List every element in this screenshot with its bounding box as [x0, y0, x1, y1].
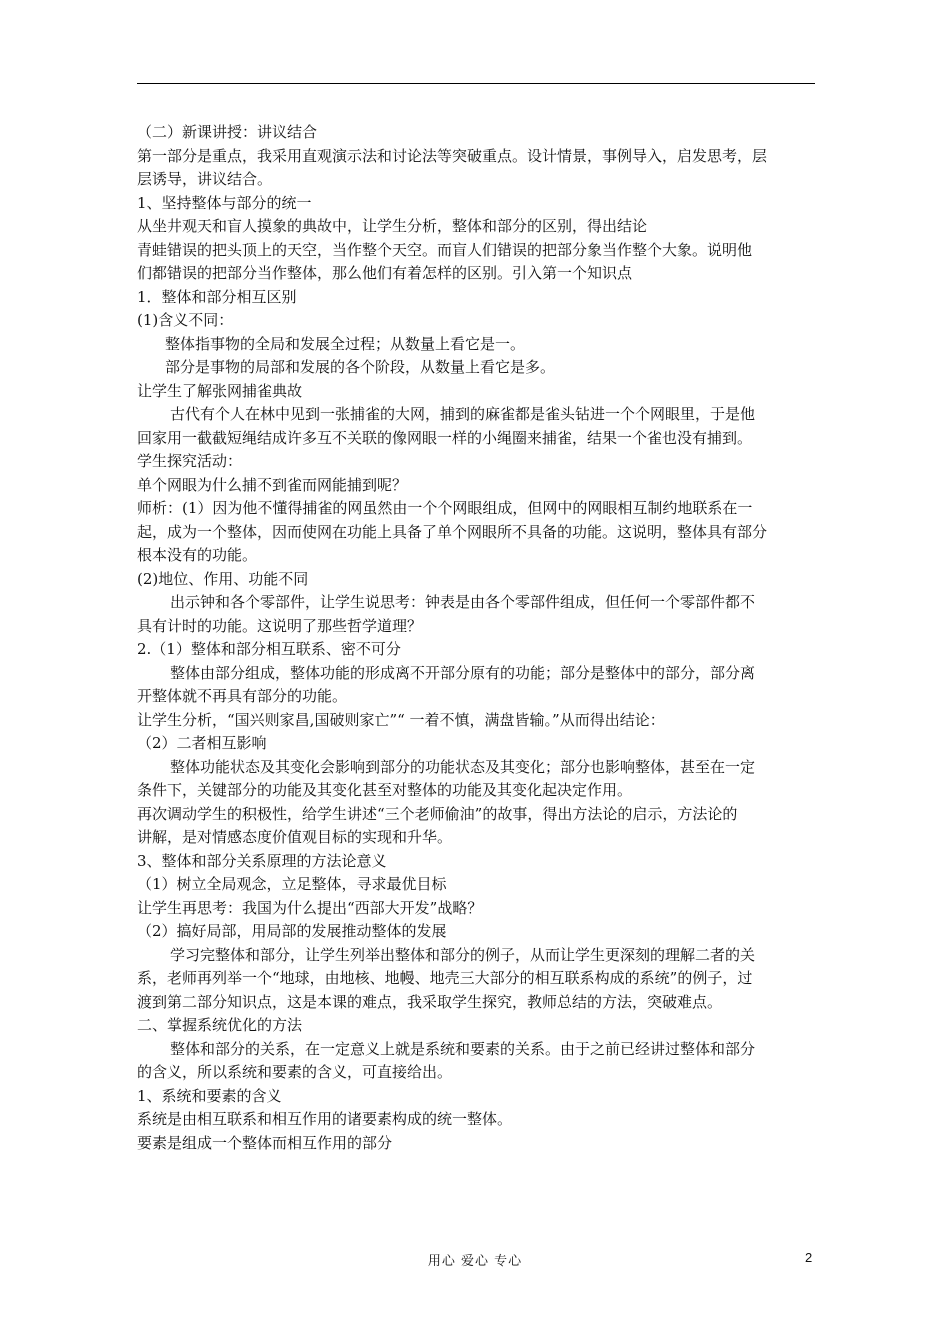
text-line: 开整体就不再具有部分的功能。 [137, 687, 348, 705]
text-line: 单个网眼为什么捕不到雀而网能捕到呢？ [137, 475, 408, 494]
text-line: 具有计时的功能。这说明了那些哲学道理？ [137, 616, 423, 635]
text-line: 起，成为一个整体，因而使网在功能上具备了单个网眼所不具备的功能。这说明，整体具有部分 [137, 522, 768, 541]
header-rule [137, 83, 815, 84]
text-line: 学生探究活动： [137, 452, 243, 470]
text-line: 从坐井观天和盲人摸象的典故中，让学生分析，整体和部分的区别，得出结论 [137, 217, 648, 235]
footer-motto: 用心 爱心 专心 [427, 1254, 523, 1269]
text-line: 二、掌握系统优化的方法 [137, 1016, 303, 1034]
text-line: 师析：(1）因为他不懂得捕雀的网虽然由一个个网眼组成，但网中的网眼相互制约地联系在一 [137, 499, 753, 517]
text-line: 系，老师再列举一个“地球，由地核、地幔、地壳三大部分的相互联系构成的系统”的例子，过 [137, 969, 753, 987]
text-line: 1、系统和要素的含义 [137, 1086, 282, 1105]
text-line: 青蛙错误的把头顶上的天空，当作整个天空。而盲人们错误的把部分象当作整个大象。说明他 [137, 240, 753, 259]
text-line: 部分是事物的局部和发展的各个阶段，从数量上看它是多。 [165, 358, 556, 376]
text-line: 让学生再思考：我国为什么提出“西部大开发”战略？ [137, 898, 483, 917]
text-line: 出示钟和各个零部件，让学生说思考：钟表是由各个零部件组成，但任何一个零部件都不 [170, 593, 756, 611]
text-line: （二）新课讲授：讲议结合 [137, 123, 318, 141]
text-line: 让学生了解张网捕雀典故 [137, 381, 303, 400]
text-line: 回家用一截截短绳结成许多互不关联的像网眼一样的小绳圈来捕雀，结果一个雀也没有捕到。 [137, 428, 753, 447]
text-line: 渡到第二部分知识点，这是本课的难点，我采取学生探究，教师总结的方法，突破难点。 [137, 992, 723, 1011]
text-line: 整体功能状态及其变化会影响到部分的功能状态及其变化；部分也影响整体，甚至在一定 [170, 757, 756, 776]
text-line: 1、坚持整体与部分的统一 [137, 193, 312, 212]
text-line: 条件下，关键部分的功能及其变化甚至对整体的功能及其变化起决定作用。 [137, 781, 633, 799]
text-line: 根本没有的功能。 [137, 546, 258, 564]
text-line: （2）搞好局部，用局部的发展推动整体的发展 [137, 922, 447, 940]
text-line: 学习完整体和部分，让学生列举出整体和部分的例子，从而让学生更深刻的理解二者的关 [170, 945, 756, 964]
text-line: 层诱导，讲议结合。 [137, 170, 273, 188]
text-line: （2）二者相互影响 [137, 734, 267, 752]
text-line: 再次调动学生的积极性，给学生讲述“三个老师偷油”的故事，得出方法论的启示，方法论的 [137, 804, 738, 823]
text-line: （1）树立全局观念，立足整体，寻求最优目标 [137, 875, 447, 893]
text-line: 要素是组成一个整体而相互作用的部分 [137, 1133, 393, 1152]
text-line: 讲解，是对情感态度价值观目标的实现和升华。 [137, 828, 453, 846]
document-body [137, 121, 815, 1155]
page-number: 2 [805, 1250, 813, 1265]
text-line: 1．整体和部分相互区别 [137, 287, 297, 306]
text-line: 古代有个人在林中见到一张捕雀的大网，捕到的麻雀都是雀头钻进一个个网眼里，于是他 [170, 405, 756, 423]
text-line: 整体和部分的关系，在一定意义上就是系统和要素的关系。由于之前已经讲过整体和部分 [170, 1039, 756, 1058]
text-line: (1)含义不同： [137, 311, 234, 329]
text-line: 整体由部分组成，整体功能的形成离不开部分原有的功能；部分是整体中的部分，部分离 [170, 663, 756, 682]
text-line: 们都错误的把部分当作整体，那么他们有着怎样的区别。引入第一个知识点 [137, 264, 633, 282]
text-line: 让学生分析，“国兴则家昌,国破则家亡”“ 一着不慎，满盘皆输。”从而得出结论： [137, 710, 665, 729]
text-line: 的含义，所以系统和要素的含义，可直接给出。 [137, 1063, 453, 1081]
text-line: 3、整体和部分关系原理的方法论意义 [137, 851, 387, 870]
text-line: 2.（1）整体和部分相互联系、密不可分 [137, 640, 401, 658]
text-line: 第一部分是重点，我采用直观演示法和讨论法等突破重点。设计情景，事例导入，启发思考，层 [137, 146, 768, 165]
text-line: 整体指事物的全局和发展全过程；从数量上看它是一。 [165, 334, 526, 353]
text-line: (2)地位、作用、功能不同 [137, 569, 309, 588]
text-line: 系统是由相互联系和相互作用的诸要素构成的统一整体。 [137, 1110, 513, 1128]
